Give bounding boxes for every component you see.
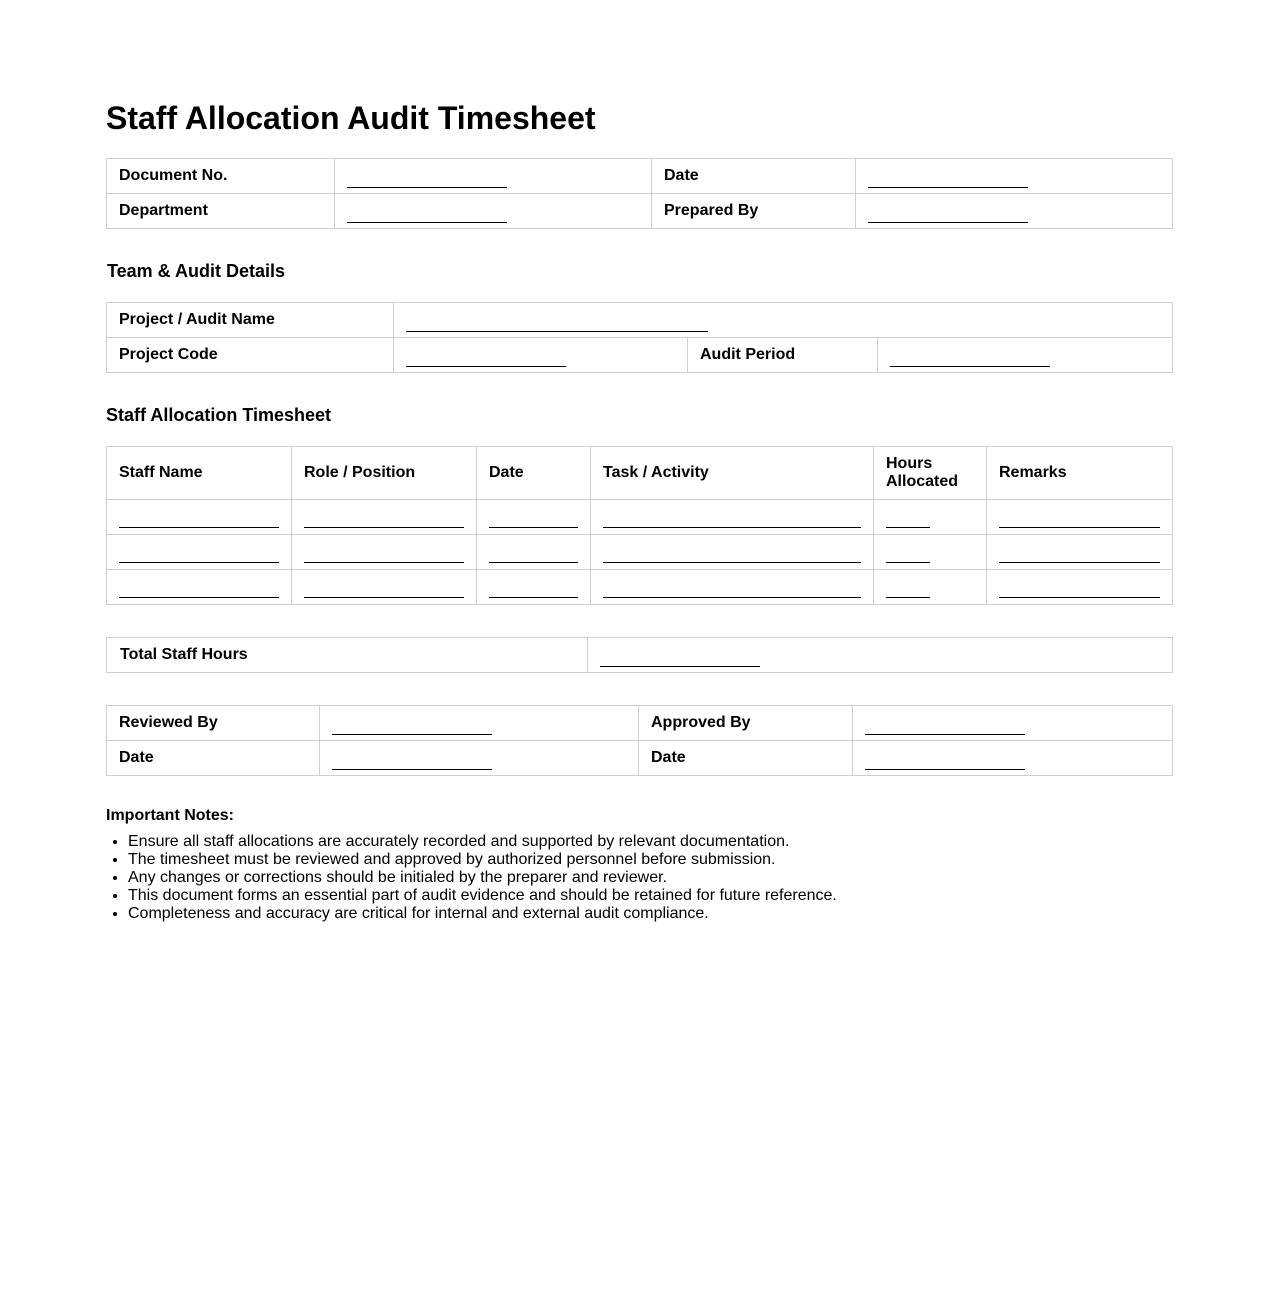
department-field[interactable]: [335, 194, 652, 229]
prepared-by-label: Prepared By: [652, 194, 856, 229]
reviewed-by-line: [332, 720, 492, 735]
date-line: [489, 549, 578, 563]
project-name-line: [406, 317, 708, 332]
date-cell[interactable]: [477, 500, 591, 535]
list-item: • Completeness and accuracy are critical for internal and external audit compliance.: [128, 905, 837, 923]
date-field[interactable]: [856, 159, 1173, 194]
staff-name-cell[interactable]: [107, 570, 292, 605]
document-no-field[interactable]: [335, 159, 652, 194]
notes-title: Important Notes:: [106, 807, 234, 824]
document-no-line: [347, 173, 507, 188]
task-line: [603, 514, 861, 528]
hours-cell[interactable]: [874, 535, 987, 570]
reviewed-by-label: Reviewed By: [107, 706, 320, 741]
date-cell[interactable]: [477, 570, 591, 605]
date-line: [489, 514, 578, 528]
task-cell[interactable]: [591, 535, 874, 570]
document-no-label: Document No.: [107, 159, 335, 194]
total-hours-line: [600, 652, 760, 667]
col-staff-name: Staff Name: [107, 447, 292, 500]
reviewed-date-field[interactable]: [320, 741, 639, 776]
prepared-by-field[interactable]: [856, 194, 1173, 229]
notes-list: [106, 833, 837, 923]
audit-period-field[interactable]: [878, 338, 1173, 373]
list-item: • Any changes or corrections should be initialed by the preparer and reviewer.: [128, 869, 837, 887]
date-label: Date: [652, 159, 856, 194]
role-line: [304, 549, 464, 563]
reviewed-date-line: [332, 755, 492, 770]
col-hours-allocated: Hours Allocated: [874, 447, 987, 500]
date-line: [489, 584, 578, 598]
total-staff-hours-label: Total Staff Hours: [107, 638, 588, 673]
reviewed-date-label: Date: [107, 741, 320, 776]
task-line: [603, 549, 861, 563]
role-line: [304, 514, 464, 528]
table-row: [107, 570, 1173, 605]
header-row-1: [107, 159, 1173, 194]
col-task-activity: Task / Activity: [591, 447, 874, 500]
team-details-table: [106, 302, 1173, 373]
list-item: • This document forms an essential part of audit evidence and should be retained for future reference.: [128, 887, 837, 905]
total-row: [107, 638, 1173, 673]
date-line: [868, 173, 1028, 188]
task-line: [603, 584, 861, 598]
staff-table-header-row: [107, 447, 1173, 500]
col-role-position: Role / Position: [292, 447, 477, 500]
reviewed-by-field[interactable]: [320, 706, 639, 741]
staff-name-cell[interactable]: [107, 500, 292, 535]
hours-cell[interactable]: [874, 570, 987, 605]
col-remarks: Remarks: [987, 447, 1173, 500]
remarks-line: [999, 584, 1160, 598]
project-code-field[interactable]: [394, 338, 688, 373]
signoff-row-1: [107, 706, 1173, 741]
col-date: Date: [477, 447, 591, 500]
department-line: [347, 208, 507, 223]
role-cell[interactable]: [292, 570, 477, 605]
staff-allocation-table: [106, 446, 1173, 605]
signoff-row-2: [107, 741, 1173, 776]
signoff-table: [106, 705, 1173, 776]
timesheet-section-heading: Staff Allocation Timesheet: [106, 405, 332, 425]
staff-name-line: [119, 584, 279, 598]
project-name-row: [107, 303, 1173, 338]
hours-line: [886, 549, 930, 563]
project-code-label: Project Code: [107, 338, 394, 373]
table-row: [107, 535, 1173, 570]
hours-cell[interactable]: [874, 500, 987, 535]
header-row-2: [107, 194, 1173, 229]
hours-line: [886, 514, 930, 528]
role-cell[interactable]: [292, 500, 477, 535]
task-cell[interactable]: [591, 500, 874, 535]
approved-date-label: Date: [639, 741, 853, 776]
role-cell[interactable]: [292, 535, 477, 570]
total-hours-table: [106, 637, 1173, 673]
audit-period-line: [890, 352, 1050, 367]
list-item: • The timesheet must be reviewed and approved by authorized personnel before submission.: [128, 851, 837, 869]
date-cell[interactable]: [477, 535, 591, 570]
remarks-cell[interactable]: [987, 500, 1173, 535]
approved-date-field[interactable]: [853, 741, 1173, 776]
audit-period-label: Audit Period: [688, 338, 878, 373]
team-section-heading: Team & Audit Details: [107, 261, 286, 281]
total-staff-hours-field[interactable]: [588, 638, 1173, 673]
remarks-line: [999, 514, 1160, 528]
task-cell[interactable]: [591, 570, 874, 605]
hours-line: [886, 584, 930, 598]
staff-name-line: [119, 514, 279, 528]
approved-by-label: Approved By: [639, 706, 853, 741]
project-name-label: Project / Audit Name: [107, 303, 394, 338]
role-line: [304, 584, 464, 598]
remarks-line: [999, 549, 1160, 563]
project-name-field[interactable]: [394, 303, 1173, 338]
approved-by-field[interactable]: [853, 706, 1173, 741]
table-row: [107, 500, 1173, 535]
approved-by-line: [865, 720, 1025, 735]
page-title: Staff Allocation Audit Timesheet: [106, 100, 596, 136]
department-label: Department: [107, 194, 335, 229]
project-code-row: [107, 338, 1173, 373]
project-code-line: [406, 352, 566, 367]
list-item: • Ensure all staff allocations are accurately recorded and supported by relevant documentation.: [128, 833, 837, 851]
header-info-table: [106, 158, 1173, 229]
staff-name-line: [119, 549, 279, 563]
remarks-cell[interactable]: [987, 570, 1173, 605]
remarks-cell[interactable]: [987, 535, 1173, 570]
staff-name-cell[interactable]: [107, 535, 292, 570]
approved-date-line: [865, 755, 1025, 770]
prepared-by-line: [868, 208, 1028, 223]
